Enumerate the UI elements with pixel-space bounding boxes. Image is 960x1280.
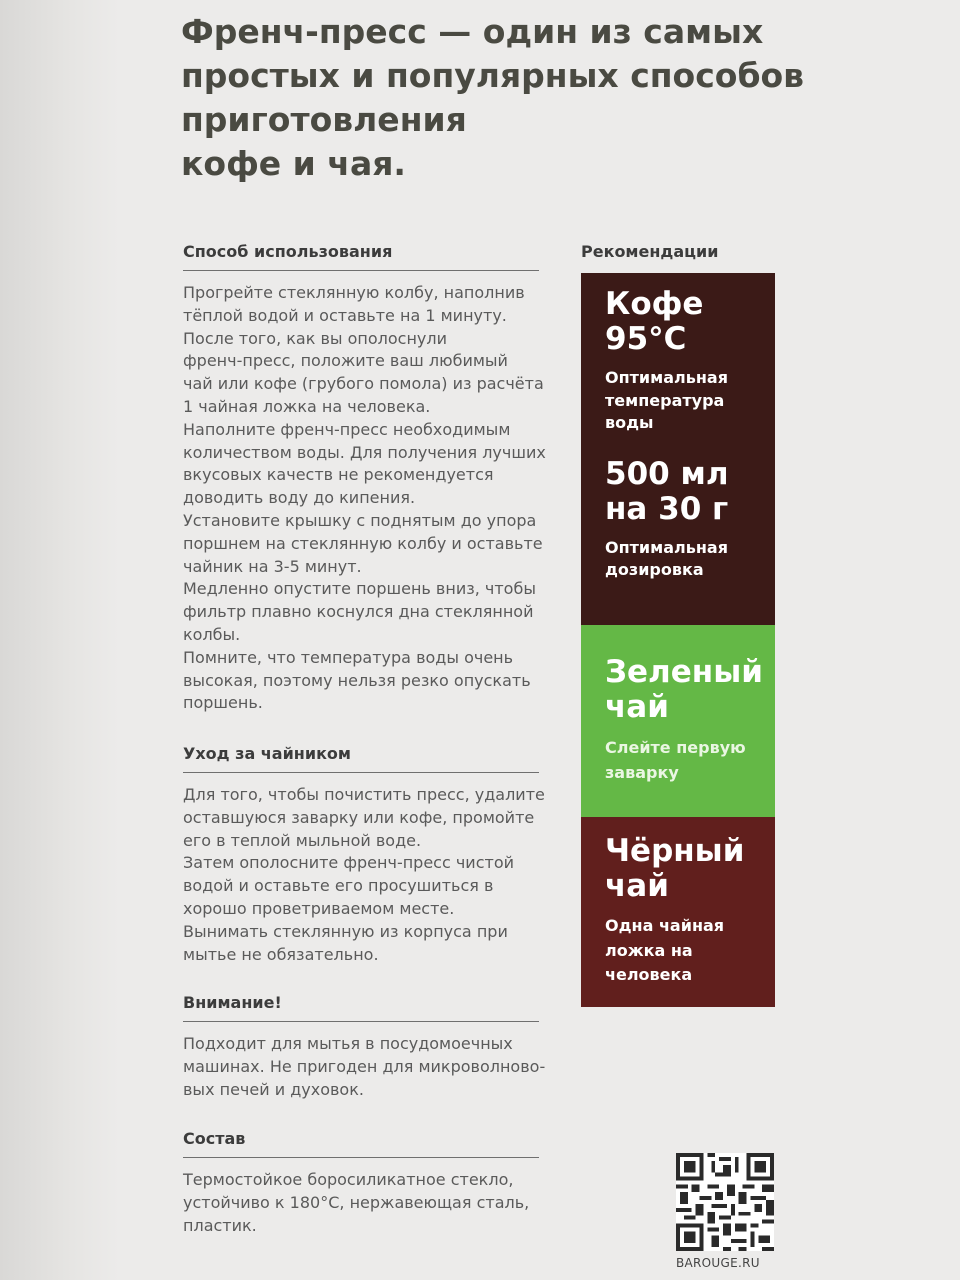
text-line: пластик. <box>183 1215 257 1235</box>
composition-section <box>183 1129 539 1237</box>
qr-code <box>676 1153 774 1251</box>
rec-big-line: Чёрный <box>605 833 745 869</box>
rec-big-line: чай <box>605 689 669 725</box>
text-line: чайник на 3-5 минут. <box>183 556 362 576</box>
rec-small-line: Одна чайная <box>605 916 725 935</box>
text-line: Вынимать стеклянную из корпуса при <box>183 921 508 941</box>
attention-text <box>183 1022 546 1101</box>
coffee-dosage-caption <box>605 527 763 582</box>
text-line: После того, как вы ополоснули <box>183 328 448 348</box>
text-line: мытье не обязательно. <box>183 944 379 964</box>
rec-small-line: Оптимальная <box>605 537 728 557</box>
text-line: Затем ополосните френч-пресс чистой <box>183 853 515 873</box>
text-line: колбы. <box>183 624 241 644</box>
text-line: Наполните френч-пресс необходимым <box>183 419 511 439</box>
rec-big-line: 500 мл <box>605 455 729 492</box>
rec-big-line: 95°С <box>605 321 687 357</box>
text-line: водой и оставьте его просушиться в <box>183 876 494 896</box>
black-tea-recommendation <box>581 817 775 1007</box>
headline-line: кофе и чая. <box>181 144 406 183</box>
text-line: поршень. <box>183 693 263 713</box>
text-line: Прогрейте стеклянную колбу, наполнив <box>183 283 525 302</box>
box-side-shadow <box>0 0 120 1280</box>
rec-small-line: заварку <box>605 763 679 782</box>
headline-line: простых и популярных способов <box>181 56 805 95</box>
text-line: вкусовых качеств не рекомендуется <box>183 465 494 485</box>
text-line: чай или кофе (грубого помола) из расчёта <box>183 374 544 394</box>
text-line: Подходит для мытья в посудомоечных <box>183 1034 513 1053</box>
care-text <box>183 773 545 966</box>
black-tea-caption <box>605 904 763 988</box>
headline <box>181 10 821 186</box>
rec-small-line: температура <box>605 390 725 410</box>
text-line: поршнем на стеклянную колбу и оставьте <box>183 533 543 553</box>
text-line: френч-пресс, положите ваш любимый <box>183 351 508 371</box>
text-line: количеством воды. Для получения лучших <box>183 442 546 462</box>
green-tea-title <box>605 655 763 725</box>
text-line: вых печей и духовок. <box>183 1079 364 1099</box>
text-line: фильтр плавно коснулся дна стеклянной <box>183 602 534 622</box>
text-line: Медленно опустите поршень вниз, чтобы <box>183 579 536 599</box>
rec-small-line: дозировка <box>605 560 704 579</box>
rec-big-line: чай <box>605 868 669 904</box>
black-tea-title <box>605 834 763 904</box>
green-tea-recommendation <box>581 625 775 817</box>
text-line: его в теплой мыльной воде. <box>183 830 422 850</box>
text-line: тёплой водой и оставьте на 1 минуту. <box>183 305 507 325</box>
attention-section <box>183 993 546 1101</box>
text-line: 1 чайная ложка на человека. <box>183 396 431 416</box>
coffee-temperature <box>605 287 763 357</box>
usage-text <box>183 271 546 715</box>
rec-small-line: Слейте первую <box>605 738 746 757</box>
text-line: устойчиво к 180°С, нержавеющая сталь, <box>183 1192 530 1212</box>
rec-big-line: Зеленый <box>605 654 763 690</box>
coffee-temperature-caption <box>605 357 763 435</box>
care-title: Уход за чайником <box>183 744 539 773</box>
headline-line: приготовления <box>181 100 467 139</box>
text-line: хорошо проветриваемом месте. <box>183 898 455 918</box>
text-line: доводить воду до кипения. <box>183 488 416 508</box>
usage-section <box>183 242 546 715</box>
rec-small-line: ложка на <box>605 940 693 960</box>
rec-big-line: Кофе <box>605 286 704 322</box>
text-line: высокая, поэтому нельзя резко опускать <box>183 670 531 690</box>
care-section <box>183 744 545 966</box>
composition-title: Состав <box>183 1129 539 1158</box>
text-line: оставшуюся заварку или кофе, промойте <box>183 807 535 827</box>
headline-line: Френч-пресс — один из самых <box>181 12 764 51</box>
attention-title: Внимание! <box>183 993 539 1022</box>
text-line: Для того, чтобы почистить пресс, удалите <box>183 785 545 804</box>
coffee-recommendation <box>581 273 775 625</box>
rec-small-line: Оптимальная <box>605 368 728 387</box>
text-line: Термостойкое боросиликатное стекло, <box>183 1170 514 1189</box>
text-line: машинах. Не пригоден для микроволново- <box>183 1056 546 1076</box>
text-line: Установите крышку с поднятым до упора <box>183 510 537 530</box>
coffee-dosage <box>605 435 763 527</box>
rec-small-line: воды <box>605 413 654 432</box>
composition-text <box>183 1158 539 1237</box>
usage-title: Способ использования <box>183 242 539 271</box>
recommendations-title: Рекомендации <box>581 242 719 261</box>
text-line: Помните, что температура воды очень <box>183 647 514 667</box>
green-tea-caption <box>605 725 763 785</box>
rec-small-line: человека <box>605 965 693 984</box>
website-url: BAROUGE.RU <box>676 1256 760 1270</box>
rec-big-line: на 30 г <box>605 490 729 527</box>
